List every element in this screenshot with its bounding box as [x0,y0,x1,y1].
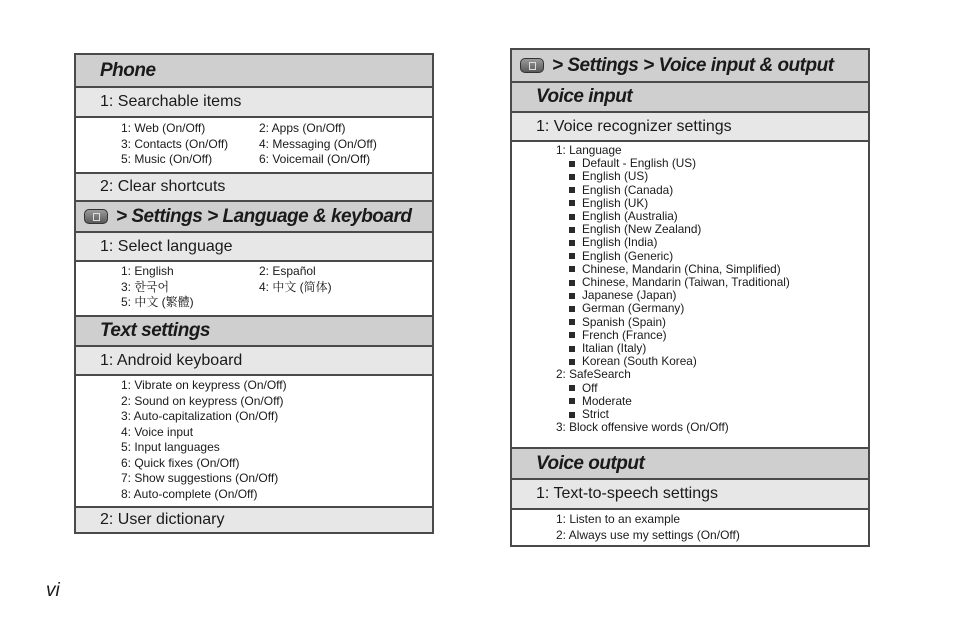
list-item: 1: English [121,264,174,278]
menu-key-icon [520,58,544,73]
page-number: vi [46,580,60,601]
menu-key-icon [84,209,108,224]
bullet-icon [569,359,575,365]
bullet-icon [569,293,575,299]
list-item: 7: Show suggestions (On/Off) [121,471,279,485]
list-item: 2: Always use my settings (On/Off) [556,527,740,542]
safesearch-label: 2: SafeSearch [556,367,631,382]
user-dictionary-row [76,506,432,532]
list-item-label: Japanese (Japan) [582,288,677,303]
language-grid [121,264,432,311]
user-dictionary-label: 2: User dictionary [100,511,225,528]
list-item [569,170,868,183]
searchable-items-label: 1: Searchable items [100,93,242,110]
list-item: 3: Contacts (On/Off) [121,136,229,151]
voice-io-header [512,50,868,81]
voice-recognizer-body [512,140,868,447]
list-item-label: English (US) [582,169,649,184]
bullet-icon [569,398,575,404]
list-item: 1: Vibrate on keypress (On/Off) [121,378,287,392]
tts-settings-row [512,478,868,508]
list-item-label: French (France) [582,327,667,342]
list-item: 5: Input languages [121,440,220,454]
language-list [556,157,868,368]
language-keyboard-header-text: > Settings > Language & keyboard [116,205,412,227]
list-item: 6: Voicemail (On/Off) [259,152,371,166]
list-item-label: English (Generic) [582,248,674,263]
voice-input-header-text: Voice input [536,86,633,107]
voice-io-header-text: > Settings > Voice input & output [552,54,834,76]
list-item: 3: 한국어 [121,279,170,294]
list-item [569,250,868,263]
list-item: 2: Español [259,264,316,278]
list-item: 2: Sound on keypress (On/Off) [121,393,284,408]
list-item: 4: Messaging (On/Off) [259,136,377,151]
bullet-icon [569,385,575,391]
tts-settings-label: 1: Text-to-speech settings [536,485,719,502]
bullet-icon [569,412,575,418]
list-item: 5: Music (On/Off) [121,152,213,166]
list-item-label: Chinese, Mandarin (China, Simplified) [582,261,781,276]
list-item-label: Italian (Italy) [582,341,647,356]
bullet-icon [569,346,575,352]
searchable-items-body [76,116,432,172]
list-item [569,395,868,408]
left-settings-table [74,53,434,534]
bullet-icon [569,266,575,272]
list-item: 4: Voice input [121,424,194,439]
phone-header-text: Phone [100,59,156,81]
tts-settings-body [512,508,868,545]
bullet-icon [569,200,575,206]
list-item-label: Spanish (Spain) [582,314,666,329]
list-item-label: Default - English (US) [582,156,697,171]
select-language-label: 1: Select language [100,237,233,255]
list-item-label: Korean (South Korea) [582,354,697,369]
list-item: 1: Web (On/Off) [121,121,206,135]
voice-output-header [512,447,868,478]
list-item-label: English (Australia) [582,209,678,224]
list-item-label: Off [582,380,598,395]
list-item [569,316,868,329]
text-settings-header-text: Text settings [100,320,210,341]
phone-header [76,55,432,86]
list-item-label: English (UK) [582,195,649,210]
language-label: 1: Language [556,143,622,157]
bullet-icon [569,161,575,167]
voice-input-header [512,81,868,111]
safesearch-list [556,382,868,422]
list-item [569,184,868,197]
list-item: 4: 中文 (简体) [259,279,332,294]
list-item: 1: Listen to an example [556,512,681,526]
list-item-label: English (New Zealand) [582,222,702,237]
bullet-icon [569,280,575,286]
list-item-label: English (Canada) [582,182,674,197]
language-keyboard-header [76,200,432,231]
bullet-icon [569,306,575,312]
list-item-label: Strict [582,407,609,422]
list-item: 5: 中文 (繁體) [121,295,194,309]
voice-recognizer-label: 1: Voice recognizer settings [536,117,732,135]
android-keyboard-body [76,374,432,506]
select-language-body [76,260,432,315]
bullet-icon [569,174,575,180]
list-item-label: English (India) [582,235,658,250]
searchable-items-row [76,86,432,116]
bullet-icon [569,319,575,325]
clear-shortcuts-label: 2: Clear shortcuts [100,178,226,195]
list-item-label: Chinese, Mandarin (Taiwan, Traditional) [582,275,790,290]
list-item-label: German (Germany) [582,301,685,316]
right-settings-table [510,48,870,547]
list-item: 3: Auto-capitalization (On/Off) [121,409,279,423]
list-item-label: Moderate [582,393,632,408]
list-item [569,302,868,315]
text-settings-header [76,315,432,345]
list-item: 2: Apps (On/Off) [259,121,346,135]
searchable-items-grid [121,121,432,168]
voice-recognizer-row [512,111,868,140]
select-language-row [76,231,432,260]
block-offensive-label: 3: Block offensive words (On/Off) [556,420,729,435]
voice-output-header-text: Voice output [536,452,645,474]
bullet-icon [569,214,575,220]
clear-shortcuts-row [76,172,432,200]
bullet-icon [569,253,575,259]
android-keyboard-label: 1: Android keyboard [100,351,243,369]
bullet-icon [569,240,575,246]
bullet-icon [569,227,575,233]
bullet-icon [569,332,575,338]
list-item: 8: Auto-complete (On/Off) [121,486,258,501]
android-keyboard-row [76,345,432,374]
list-item [569,236,868,249]
list-item [569,382,868,395]
bullet-icon [569,187,575,193]
list-item: 6: Quick fixes (On/Off) [121,455,240,470]
